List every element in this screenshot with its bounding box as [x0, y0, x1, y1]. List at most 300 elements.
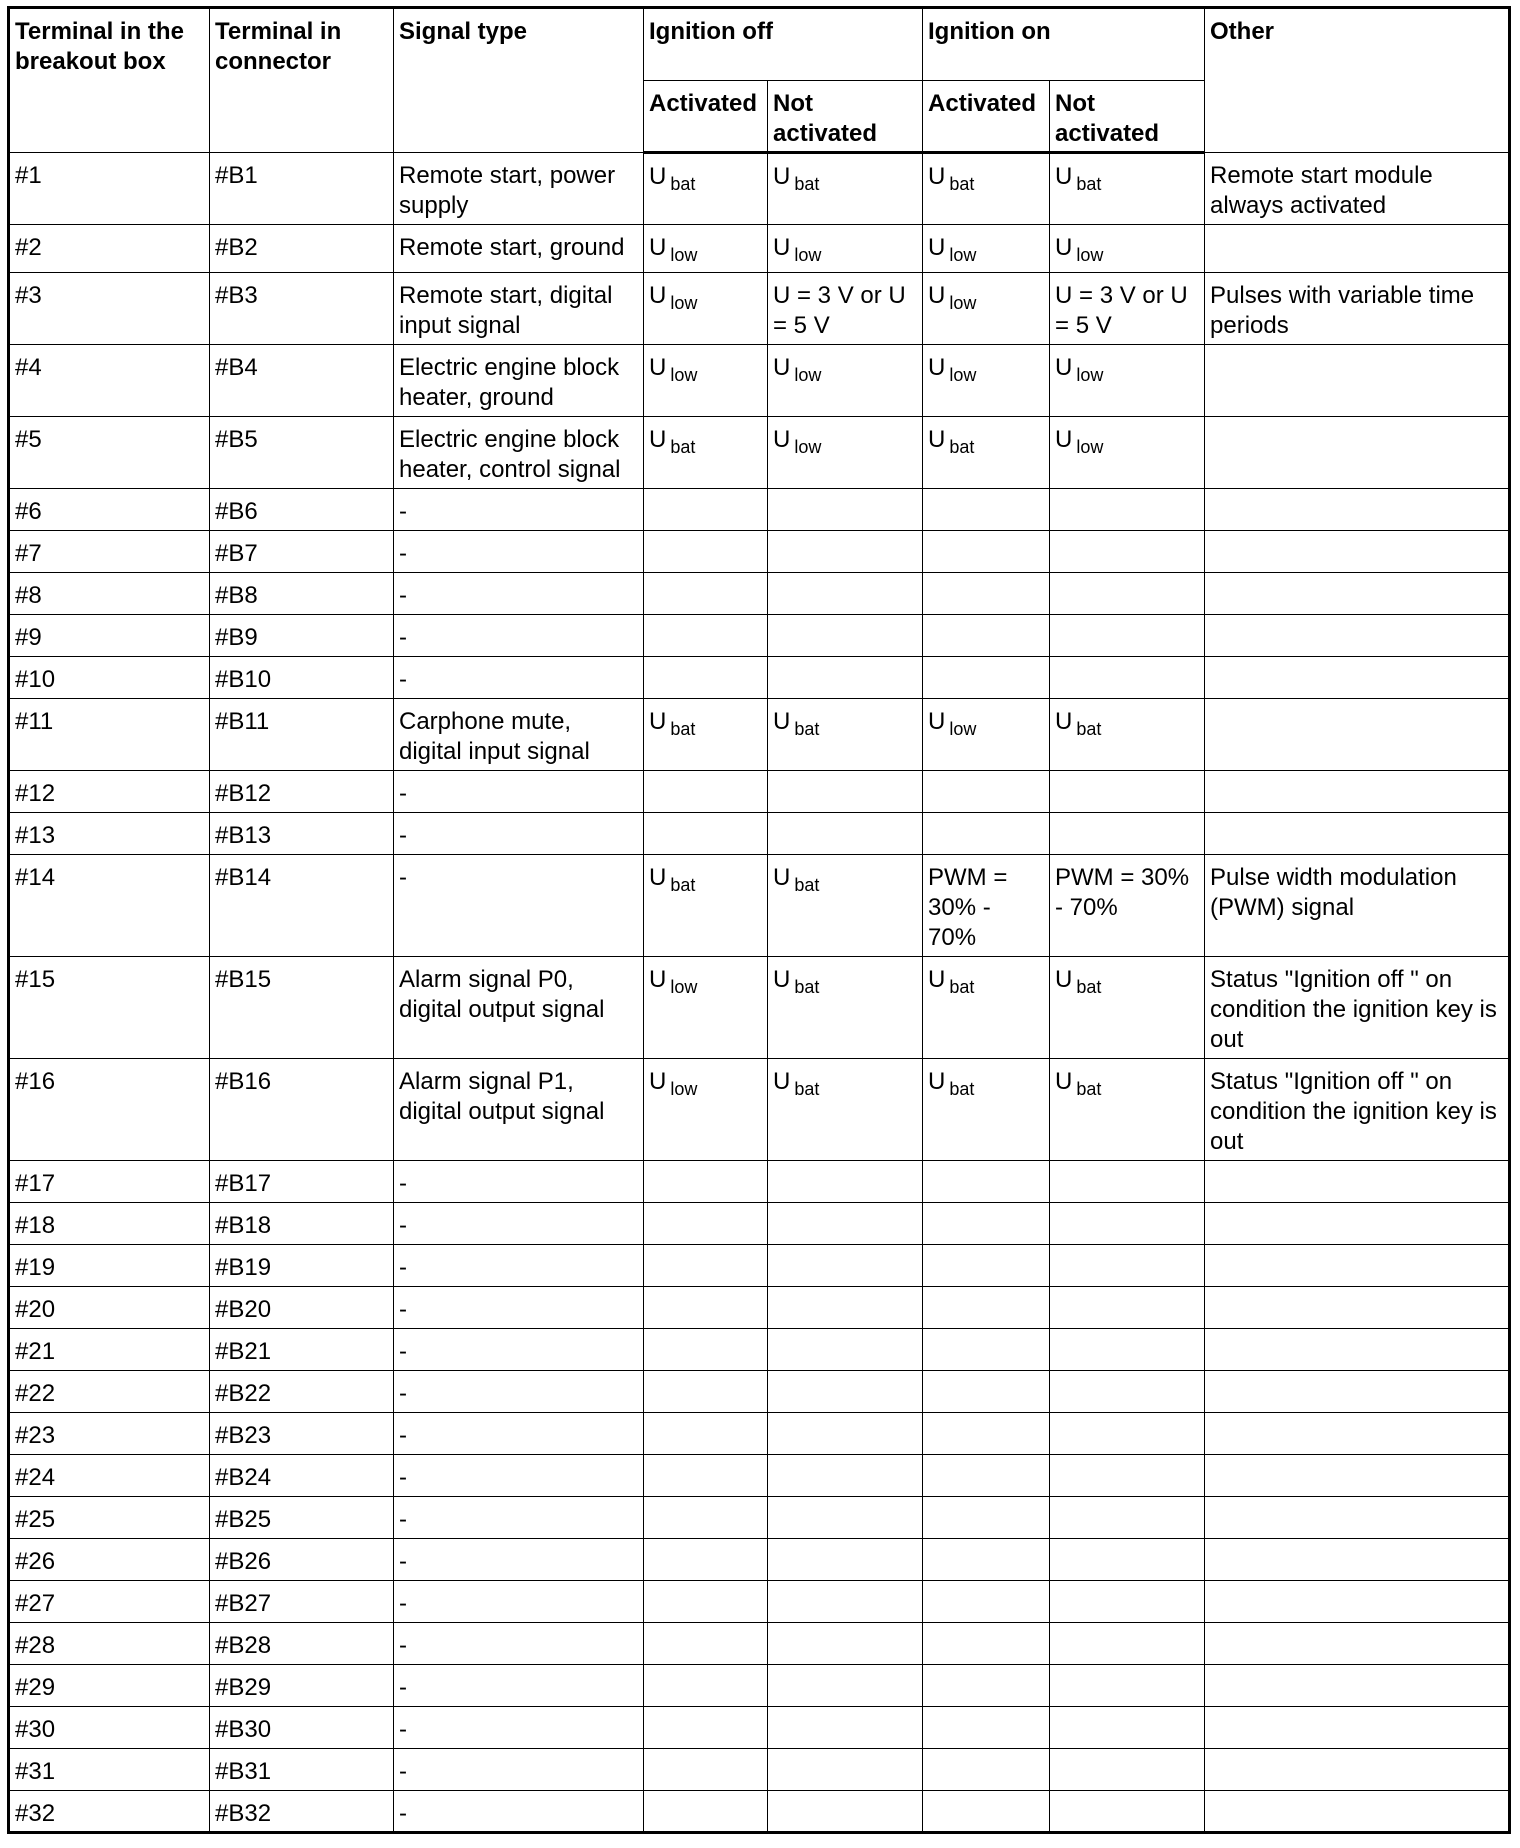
- ignition-off-activated-cell: [644, 417, 768, 489]
- ignition-off-activated-cell: [644, 153, 768, 225]
- table-row: [9, 1329, 1510, 1371]
- voltage-symbol: U: [773, 354, 791, 381]
- signal-type-cell: -: [394, 489, 644, 531]
- terminal-connector-cell: #B10: [210, 657, 394, 699]
- ignition-off-activated-cell: [644, 1245, 768, 1287]
- terminal-signal-table: [7, 6, 1511, 1834]
- voltage-value: [928, 234, 977, 265]
- header-other: Other: [1205, 8, 1510, 153]
- table-row: [9, 771, 1510, 813]
- table-row: [9, 1497, 1510, 1539]
- ignition-off-activated-cell: [644, 1749, 768, 1791]
- ignition-off-not-activated-cell: [768, 771, 923, 813]
- ignition-on-activated-cell: [923, 1287, 1050, 1329]
- signal-type-cell: Alarm signal P0, digital output signal: [394, 957, 644, 1059]
- terminal-connector-cell: #B13: [210, 813, 394, 855]
- signal-type-cell: -: [394, 1413, 644, 1455]
- voltage-value: [1055, 234, 1104, 265]
- voltage-subscript: bat: [670, 437, 696, 457]
- terminal-box-cell: #15: [9, 957, 210, 1059]
- voltage-subscript: bat: [1076, 174, 1102, 194]
- ignition-on-not-activated-cell: [1050, 1245, 1205, 1287]
- ignition-on-not-activated-cell: [1050, 1455, 1205, 1497]
- voltage-subscript: low: [1076, 245, 1104, 265]
- voltage-value: [928, 708, 977, 739]
- signal-type-cell: -: [394, 1539, 644, 1581]
- ignition-on-activated-cell: [923, 1329, 1050, 1371]
- ignition-on-not-activated-cell: [1050, 957, 1205, 1059]
- terminal-box-cell: #23: [9, 1413, 210, 1455]
- ignition-off-activated-cell: [644, 1665, 768, 1707]
- terminal-connector-cell: #B5: [210, 417, 394, 489]
- signal-type-cell: -: [394, 615, 644, 657]
- ignition-on-not-activated-cell: [1050, 1413, 1205, 1455]
- other-cell: [1205, 225, 1510, 273]
- signal-type-cell: Remote start, digital input signal: [394, 273, 644, 345]
- ignition-on-not-activated-cell: [1050, 1623, 1205, 1665]
- terminal-connector-cell: #B18: [210, 1203, 394, 1245]
- terminal-box-cell: #32: [9, 1791, 210, 1833]
- ignition-off-not-activated-cell: [768, 855, 923, 957]
- cell-value: PWM = 30% - 70%: [1055, 864, 1190, 921]
- voltage-symbol: U: [649, 354, 667, 381]
- other-cell: Pulses with variable time periods: [1205, 273, 1510, 345]
- ignition-off-activated-cell: [644, 1203, 768, 1245]
- signal-type-cell: -: [394, 1161, 644, 1203]
- terminal-box-cell: #24: [9, 1455, 210, 1497]
- voltage-value: [928, 354, 977, 385]
- signal-type-cell: Electric engine block heater, ground: [394, 345, 644, 417]
- voltage-value: [773, 1068, 820, 1099]
- table-row: [9, 1245, 1510, 1287]
- table-row: [9, 1413, 1510, 1455]
- ignition-on-activated-cell: [923, 225, 1050, 273]
- ignition-off-not-activated-cell: [768, 1371, 923, 1413]
- terminal-box-cell: #1: [9, 153, 210, 225]
- table-row: [9, 1455, 1510, 1497]
- voltage-subscript: bat: [949, 977, 975, 997]
- terminal-connector-cell: #B31: [210, 1749, 394, 1791]
- ignition-on-not-activated-cell: [1050, 1581, 1205, 1623]
- ignition-off-not-activated-cell: [768, 657, 923, 699]
- voltage-symbol: U: [649, 282, 667, 309]
- ignition-off-activated-cell: [644, 957, 768, 1059]
- voltage-subscript: low: [794, 365, 822, 385]
- terminal-connector-cell: #B21: [210, 1329, 394, 1371]
- signal-type-cell: -: [394, 1665, 644, 1707]
- ignition-on-activated-cell: [923, 699, 1050, 771]
- voltage-subscript: bat: [670, 719, 696, 739]
- terminal-connector-cell: #B7: [210, 531, 394, 573]
- terminal-connector-cell: #B16: [210, 1059, 394, 1161]
- voltage-subscript: bat: [1076, 719, 1102, 739]
- cell-value: U = 3 V or U = 5 V: [773, 282, 906, 339]
- terminal-connector-cell: #B8: [210, 573, 394, 615]
- ignition-off-not-activated-cell: [768, 1791, 923, 1833]
- ignition-off-activated-cell: [644, 1707, 768, 1749]
- signal-type-cell: -: [394, 1329, 644, 1371]
- voltage-value: [1055, 426, 1104, 457]
- ignition-on-not-activated-cell: [1050, 1707, 1205, 1749]
- ignition-on-activated-cell: [923, 153, 1050, 225]
- ignition-on-activated-cell: [923, 345, 1050, 417]
- terminal-box-cell: #21: [9, 1329, 210, 1371]
- table-row: [9, 345, 1510, 417]
- terminal-connector-cell: #B14: [210, 855, 394, 957]
- table-row: [9, 417, 1510, 489]
- cell-value: U = 3 V or U = 5 V: [1055, 282, 1188, 339]
- ignition-off-not-activated-cell: [768, 1581, 923, 1623]
- voltage-value: [773, 234, 822, 265]
- voltage-value: [928, 426, 975, 457]
- ignition-on-activated-cell: [923, 489, 1050, 531]
- other-cell: [1205, 1287, 1510, 1329]
- ignition-off-not-activated-cell: [768, 1329, 923, 1371]
- table-row: [9, 573, 1510, 615]
- terminal-connector-cell: #B6: [210, 489, 394, 531]
- terminal-box-cell: #17: [9, 1161, 210, 1203]
- voltage-value: [928, 966, 975, 997]
- signal-type-cell: -: [394, 1707, 644, 1749]
- ignition-on-activated-cell: [923, 1665, 1050, 1707]
- other-cell: Status "Ignition off " on condition the ignition key is out: [1205, 957, 1510, 1059]
- terminal-connector-cell: #B20: [210, 1287, 394, 1329]
- table-row: [9, 1161, 1510, 1203]
- signal-type-cell: -: [394, 813, 644, 855]
- ignition-on-not-activated-cell: [1050, 531, 1205, 573]
- signal-type-cell: -: [394, 1203, 644, 1245]
- terminal-box-cell: #2: [9, 225, 210, 273]
- terminal-box-cell: #16: [9, 1059, 210, 1161]
- terminal-connector-cell: #B32: [210, 1791, 394, 1833]
- table-row: [9, 1203, 1510, 1245]
- terminal-box-cell: #30: [9, 1707, 210, 1749]
- signal-type-cell: -: [394, 1455, 644, 1497]
- table-row: [9, 813, 1510, 855]
- voltage-value: [649, 708, 696, 739]
- ignition-off-activated-cell: [644, 345, 768, 417]
- terminal-box-cell: #13: [9, 813, 210, 855]
- terminal-box-cell: #19: [9, 1245, 210, 1287]
- ignition-on-activated-cell: [923, 957, 1050, 1059]
- cell-value: PWM = 30% - 70%: [928, 864, 1008, 951]
- ignition-off-not-activated-cell: [768, 1413, 923, 1455]
- ignition-off-activated-cell: [644, 573, 768, 615]
- voltage-symbol: U: [1055, 708, 1073, 735]
- header-signal-type: Signal type: [394, 8, 644, 153]
- terminal-connector-cell: #B2: [210, 225, 394, 273]
- terminal-box-cell: #9: [9, 615, 210, 657]
- table-row: [9, 855, 1510, 957]
- ignition-off-not-activated-cell: [768, 345, 923, 417]
- voltage-subscript: low: [1076, 365, 1104, 385]
- ignition-off-activated-cell: [644, 615, 768, 657]
- terminal-box-cell: #5: [9, 417, 210, 489]
- ignition-off-activated-cell: [644, 1497, 768, 1539]
- header-ignition-off: Ignition off: [644, 8, 923, 81]
- ignition-off-not-activated-cell: [768, 153, 923, 225]
- ignition-off-not-activated-cell: [768, 1203, 923, 1245]
- voltage-subscript: bat: [949, 1079, 975, 1099]
- other-cell: [1205, 1245, 1510, 1287]
- ignition-off-not-activated-cell: [768, 1623, 923, 1665]
- signal-type-cell: -: [394, 855, 644, 957]
- other-cell: [1205, 1329, 1510, 1371]
- ignition-off-activated-cell: [644, 657, 768, 699]
- voltage-symbol: U: [649, 163, 667, 190]
- voltage-subscript: low: [670, 365, 698, 385]
- ignition-off-not-activated-cell: [768, 957, 923, 1059]
- voltage-symbol: U: [1055, 234, 1073, 261]
- voltage-symbol: U: [649, 708, 667, 735]
- other-cell: Status "Ignition off " on condition the ignition key is out: [1205, 1059, 1510, 1161]
- voltage-value: [928, 282, 977, 313]
- ignition-on-not-activated-cell: [1050, 771, 1205, 813]
- header-terminal-box: Terminal in the breakout box: [9, 8, 210, 153]
- signal-type-cell: -: [394, 1371, 644, 1413]
- ignition-off-activated-cell: [644, 771, 768, 813]
- voltage-symbol: U: [649, 864, 667, 891]
- voltage-value: [649, 864, 696, 895]
- ignition-on-not-activated-cell: [1050, 573, 1205, 615]
- voltage-subscript: bat: [1076, 977, 1102, 997]
- ignition-on-not-activated-cell: [1050, 1749, 1205, 1791]
- terminal-connector-cell: #B15: [210, 957, 394, 1059]
- ignition-off-not-activated-cell: [768, 615, 923, 657]
- ignition-off-not-activated-cell: [768, 489, 923, 531]
- voltage-value: [773, 354, 822, 385]
- other-cell: [1205, 657, 1510, 699]
- table-row: [9, 1059, 1510, 1161]
- terminal-box-cell: #12: [9, 771, 210, 813]
- table-row: [9, 957, 1510, 1059]
- table-row: [9, 489, 1510, 531]
- voltage-subscript: bat: [670, 875, 696, 895]
- voltage-value: [928, 163, 975, 194]
- terminal-connector-cell: #B30: [210, 1707, 394, 1749]
- terminal-box-cell: #20: [9, 1287, 210, 1329]
- ignition-off-not-activated-cell: [768, 1749, 923, 1791]
- voltage-symbol: U: [928, 234, 946, 261]
- terminal-connector-cell: #B24: [210, 1455, 394, 1497]
- ignition-off-activated-cell: [644, 1161, 768, 1203]
- voltage-symbol: U: [649, 1068, 667, 1095]
- other-cell: [1205, 813, 1510, 855]
- terminal-box-cell: #26: [9, 1539, 210, 1581]
- ignition-off-activated-cell: [644, 1371, 768, 1413]
- voltage-symbol: U: [773, 163, 791, 190]
- terminal-box-cell: #4: [9, 345, 210, 417]
- terminal-connector-cell: #B12: [210, 771, 394, 813]
- ignition-off-activated-cell: [644, 813, 768, 855]
- ignition-off-activated-cell: [644, 1413, 768, 1455]
- voltage-symbol: U: [1055, 354, 1073, 381]
- ignition-on-activated-cell: [923, 1539, 1050, 1581]
- ignition-on-not-activated-cell: [1050, 1371, 1205, 1413]
- voltage-symbol: U: [649, 966, 667, 993]
- table-row: [9, 615, 1510, 657]
- table-row: [9, 153, 1510, 225]
- voltage-subscript: bat: [794, 977, 820, 997]
- voltage-symbol: U: [773, 1068, 791, 1095]
- table-row: [9, 1623, 1510, 1665]
- ignition-on-activated-cell: [923, 771, 1050, 813]
- voltage-subscript: bat: [1076, 1079, 1102, 1099]
- signal-type-cell: -: [394, 1581, 644, 1623]
- voltage-value: [1055, 163, 1102, 194]
- terminal-connector-cell: #B1: [210, 153, 394, 225]
- voltage-symbol: U: [928, 708, 946, 735]
- table-row: [9, 699, 1510, 771]
- ignition-on-activated-cell: [923, 1791, 1050, 1833]
- other-cell: [1205, 615, 1510, 657]
- ignition-off-not-activated-cell: [768, 273, 923, 345]
- voltage-subscript: low: [1076, 437, 1104, 457]
- other-cell: [1205, 1749, 1510, 1791]
- terminal-box-cell: #14: [9, 855, 210, 957]
- voltage-value: [773, 864, 820, 895]
- ignition-on-activated-cell: [923, 855, 1050, 957]
- terminal-connector-cell: #B23: [210, 1413, 394, 1455]
- ignition-on-not-activated-cell: [1050, 153, 1205, 225]
- ignition-on-not-activated-cell: [1050, 1329, 1205, 1371]
- voltage-value: [773, 426, 822, 457]
- voltage-value: [1055, 966, 1102, 997]
- table-row: [9, 1791, 1510, 1833]
- signal-type-cell: -: [394, 1245, 644, 1287]
- ignition-off-activated-cell: [644, 531, 768, 573]
- voltage-symbol: U: [928, 163, 946, 190]
- ignition-on-activated-cell: [923, 273, 1050, 345]
- ignition-on-activated-cell: [923, 417, 1050, 489]
- terminal-box-cell: #3: [9, 273, 210, 345]
- ignition-on-not-activated-cell: [1050, 417, 1205, 489]
- voltage-value: [649, 163, 696, 194]
- voltage-symbol: U: [1055, 966, 1073, 993]
- ignition-off-not-activated-cell: [768, 531, 923, 573]
- other-cell: [1205, 489, 1510, 531]
- signal-type-cell: -: [394, 1623, 644, 1665]
- voltage-value: [649, 282, 698, 313]
- ignition-on-activated-cell: [923, 573, 1050, 615]
- voltage-value: [773, 966, 820, 997]
- ignition-on-not-activated-cell: [1050, 657, 1205, 699]
- ignition-off-not-activated-cell: [768, 1497, 923, 1539]
- voltage-symbol: U: [928, 426, 946, 453]
- ignition-off-activated-cell: [644, 273, 768, 345]
- voltage-symbol: U: [928, 354, 946, 381]
- table-row: [9, 1665, 1510, 1707]
- ignition-on-not-activated-cell: [1050, 225, 1205, 273]
- ignition-on-activated-cell: [923, 1623, 1050, 1665]
- voltage-symbol: U: [773, 966, 791, 993]
- signal-type-cell: -: [394, 1497, 644, 1539]
- voltage-subscript: low: [794, 437, 822, 457]
- ignition-on-not-activated-cell: [1050, 1665, 1205, 1707]
- ignition-on-not-activated-cell: [1050, 1791, 1205, 1833]
- ignition-on-activated-cell: [923, 1161, 1050, 1203]
- terminal-box-cell: #22: [9, 1371, 210, 1413]
- ignition-off-not-activated-cell: [768, 1287, 923, 1329]
- other-cell: [1205, 771, 1510, 813]
- ignition-on-activated-cell: [923, 1245, 1050, 1287]
- table-row: [9, 273, 1510, 345]
- voltage-symbol: U: [773, 864, 791, 891]
- other-cell: [1205, 1791, 1510, 1833]
- terminal-box-cell: #8: [9, 573, 210, 615]
- signal-type-cell: -: [394, 1749, 644, 1791]
- ignition-on-activated-cell: [923, 1371, 1050, 1413]
- table-row: [9, 1371, 1510, 1413]
- terminal-connector-cell: #B29: [210, 1665, 394, 1707]
- ignition-on-not-activated-cell: [1050, 813, 1205, 855]
- voltage-value: [649, 1068, 698, 1099]
- ignition-on-activated-cell: [923, 1413, 1050, 1455]
- signal-type-cell: Remote start, ground: [394, 225, 644, 273]
- ignition-off-activated-cell: [644, 489, 768, 531]
- voltage-symbol: U: [773, 426, 791, 453]
- voltage-subscript: bat: [949, 437, 975, 457]
- other-cell: [1205, 1497, 1510, 1539]
- voltage-symbol: U: [1055, 1068, 1073, 1095]
- ignition-off-not-activated-cell: [768, 573, 923, 615]
- terminal-connector-cell: #B19: [210, 1245, 394, 1287]
- ignition-on-activated-cell: [923, 1455, 1050, 1497]
- signal-type-cell: -: [394, 573, 644, 615]
- header-off-activated: Activated: [644, 81, 768, 153]
- ignition-on-not-activated-cell: [1050, 699, 1205, 771]
- table-row: [9, 1749, 1510, 1791]
- ignition-off-not-activated-cell: [768, 225, 923, 273]
- other-cell: [1205, 1371, 1510, 1413]
- voltage-value: [649, 354, 698, 385]
- terminal-connector-cell: #B11: [210, 699, 394, 771]
- table-row: [9, 531, 1510, 573]
- other-cell: [1205, 1539, 1510, 1581]
- voltage-subscript: bat: [794, 1079, 820, 1099]
- voltage-symbol: U: [649, 234, 667, 261]
- ignition-off-not-activated-cell: [768, 813, 923, 855]
- other-cell: [1205, 1707, 1510, 1749]
- other-cell: [1205, 699, 1510, 771]
- voltage-subscript: low: [670, 245, 698, 265]
- table-row: [9, 657, 1510, 699]
- ignition-off-not-activated-cell: [768, 1665, 923, 1707]
- ignition-off-activated-cell: [644, 1581, 768, 1623]
- terminal-connector-cell: #B28: [210, 1623, 394, 1665]
- ignition-off-not-activated-cell: [768, 1455, 923, 1497]
- ignition-off-not-activated-cell: [768, 1059, 923, 1161]
- voltage-subscript: low: [949, 719, 977, 739]
- other-cell: [1205, 417, 1510, 489]
- terminal-box-cell: #27: [9, 1581, 210, 1623]
- table-row: [9, 1287, 1510, 1329]
- voltage-subscript: bat: [670, 174, 696, 194]
- table-body: [9, 153, 1510, 1833]
- ignition-on-not-activated-cell: [1050, 1161, 1205, 1203]
- table-row: [9, 1539, 1510, 1581]
- table-row: [9, 1707, 1510, 1749]
- header-terminal-connector: Terminal in connector: [210, 8, 394, 153]
- voltage-subscript: bat: [949, 174, 975, 194]
- ignition-off-not-activated-cell: [768, 699, 923, 771]
- ignition-on-not-activated-cell: [1050, 273, 1205, 345]
- ignition-on-not-activated-cell: [1050, 855, 1205, 957]
- other-cell: [1205, 1161, 1510, 1203]
- terminal-box-cell: #31: [9, 1749, 210, 1791]
- voltage-subscript: low: [670, 1079, 698, 1099]
- other-cell: Remote start module always activated: [1205, 153, 1510, 225]
